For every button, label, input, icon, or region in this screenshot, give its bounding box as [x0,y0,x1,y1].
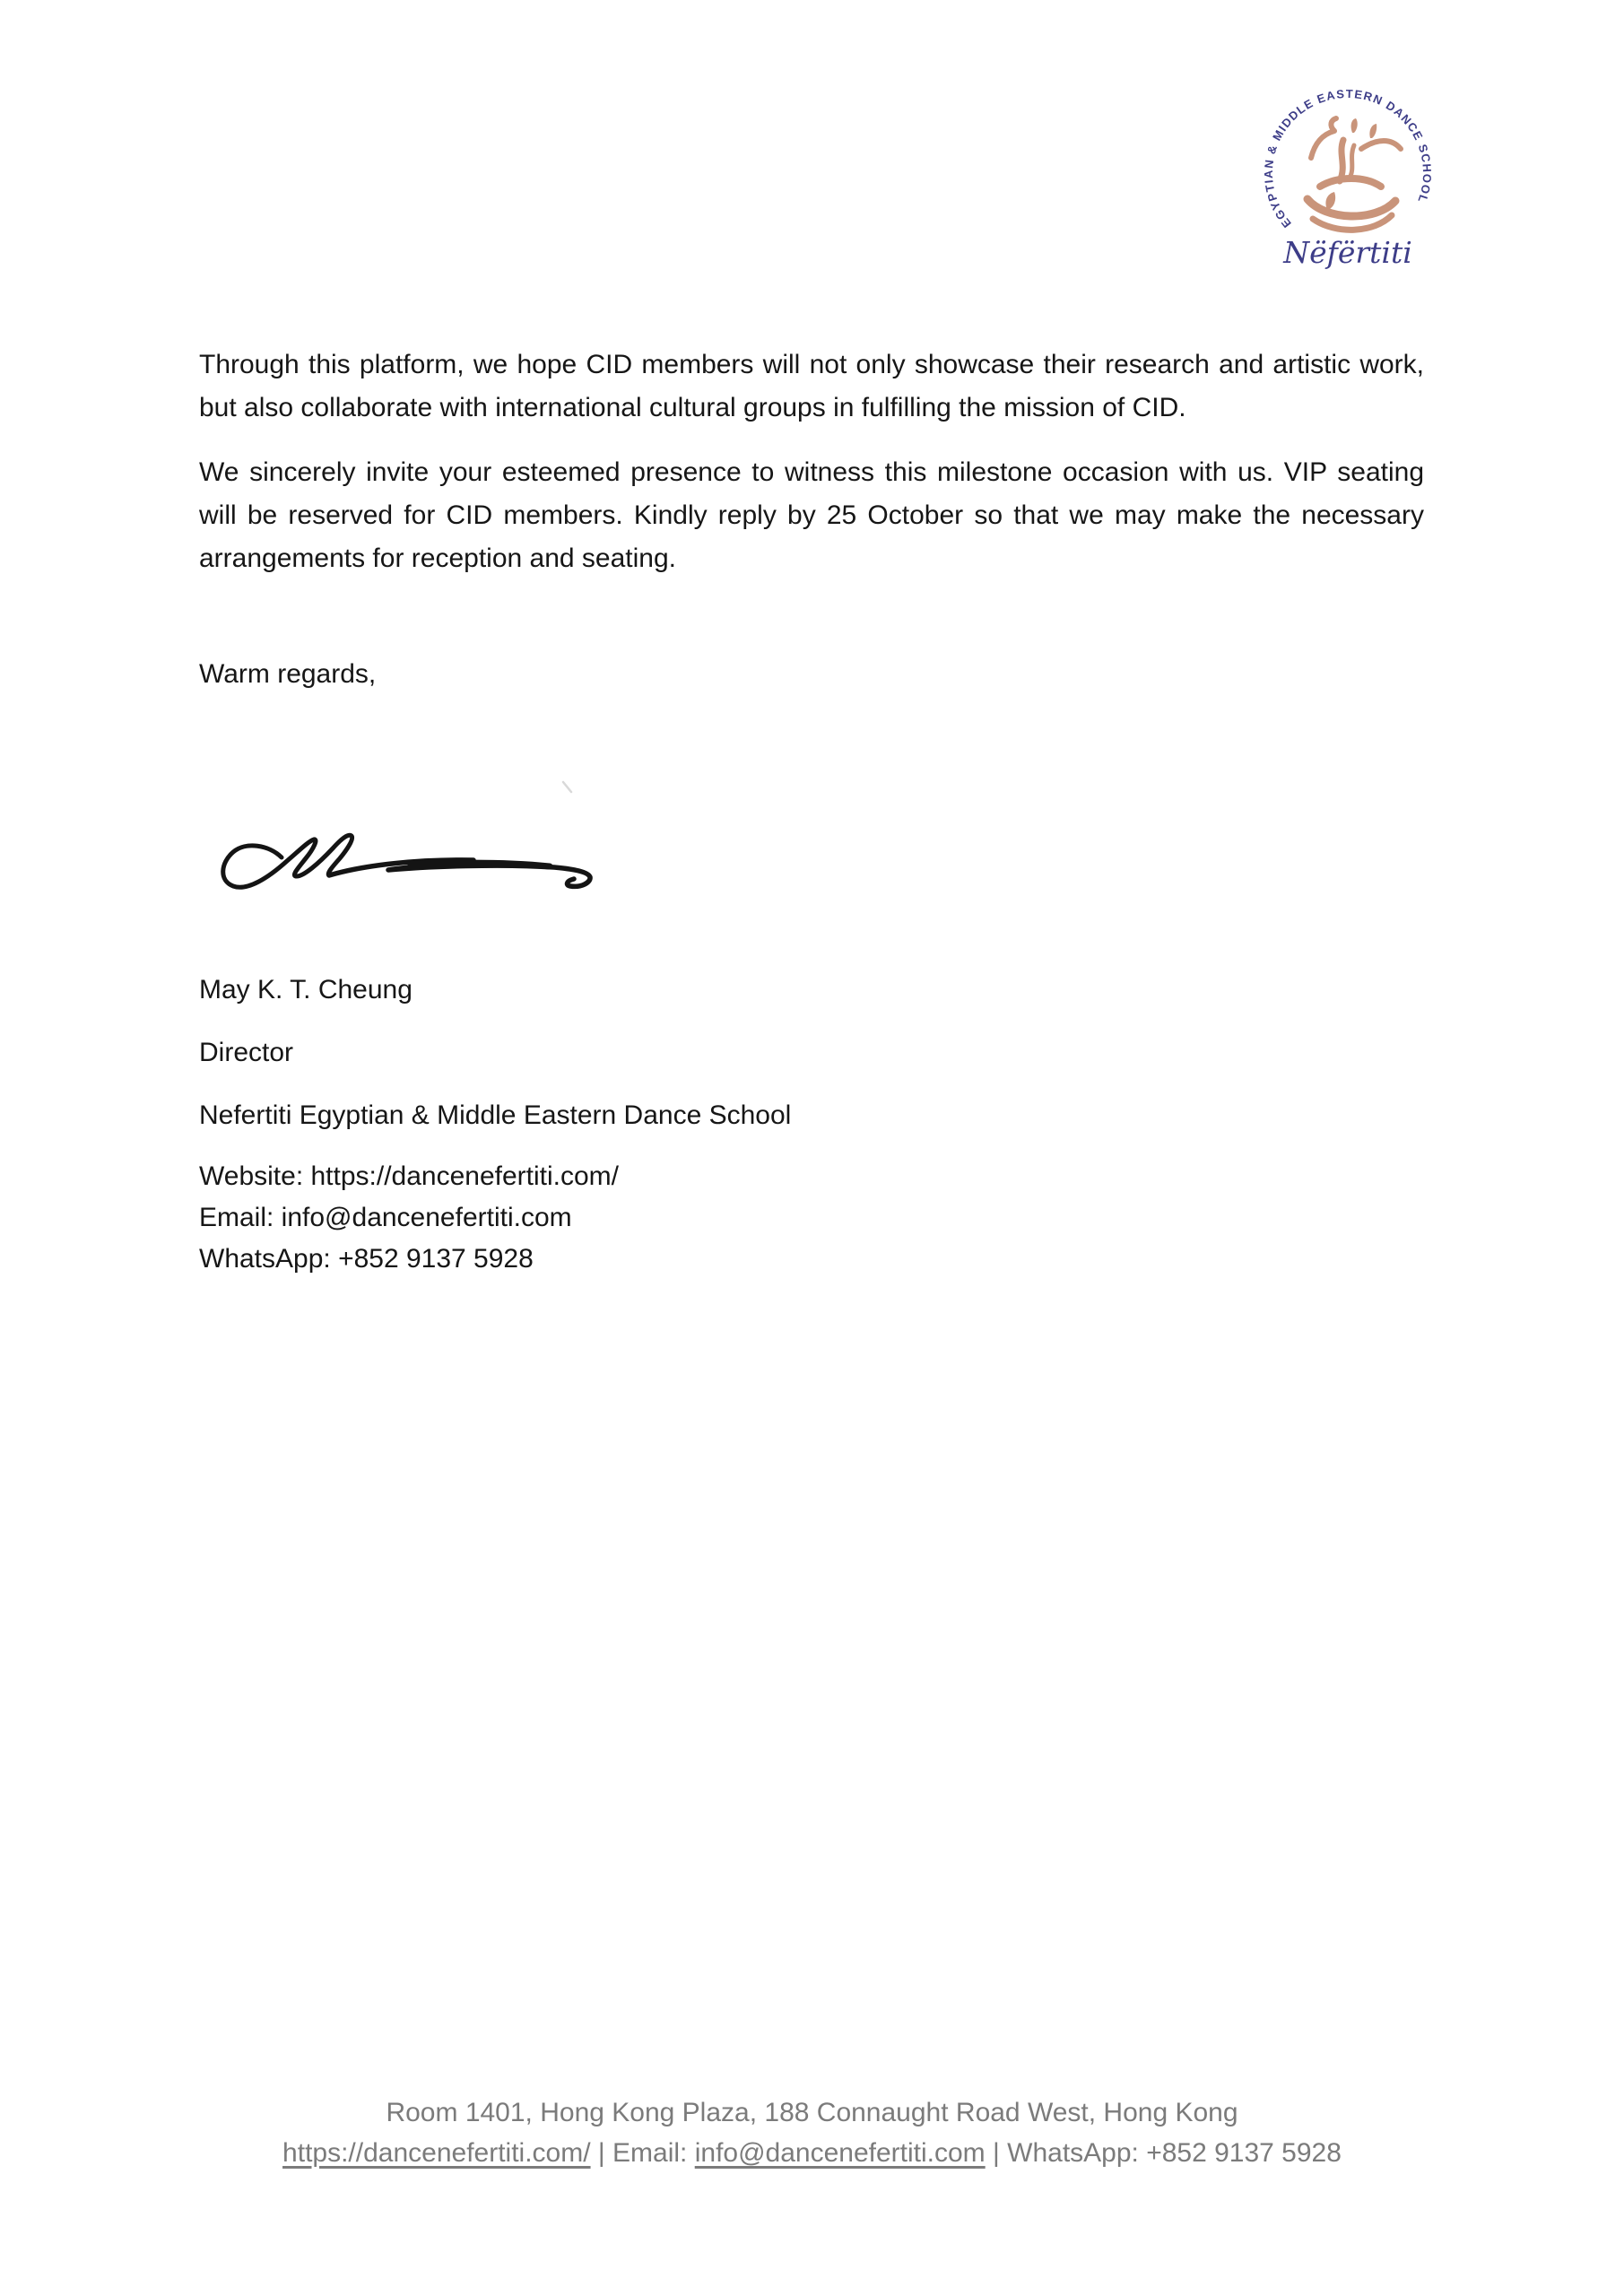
signer-organization: Nefertiti Egyptian & Middle Eastern Dance School [199,1100,792,1130]
contact-email: Email: info@dancenefertiti.com [199,1203,572,1232]
paragraph-platform: Through this platform, we hope CID members will not only showcase their research and artistic work, but also collaborate with international cultural groups in fulfilling the mission of CID. [199,350,1424,422]
school-logo [1254,86,1444,276]
footer-address: Room 1401, Hong Kong Plaza, 188 Connaught Road West, Hong Kong [386,2098,1238,2127]
paragraph-invitation: We sincerely invite your esteemed presence to witness this milestone occasion with us. VIP seating will be reserved for CID members. Kindly reply by 25 October so that we may make the necessary arrangements for reception and seating. [199,457,1424,573]
footer-contact-line [0,2133,1624,2173]
logo-ring-text: EGYPTIAN & MIDDLE EASTERN DANCE SCHOOL [1261,86,1435,230]
signature-svg [204,770,617,904]
footer-email-link[interactable]: info@dancenefertiti.com [694,2138,986,2168]
footer-website-link[interactable]: https://dancenefertiti.com/ [282,2138,591,2168]
school-logo-svg [1254,86,1444,276]
contact-website: Website: https://dancenefertiti.com/ [199,1161,620,1191]
signer-name: May K. T. Cheung [199,975,413,1004]
signer-title: Director [199,1038,294,1067]
signature-image [204,770,617,904]
footer-separator-email: | Email: [590,2138,695,2168]
contact-block [199,1156,619,1280]
page-footer [0,2092,1624,2173]
contact-whatsapp: WhatsApp: +852 9137 5928 [199,1244,534,1274]
dancer-icon [1307,118,1401,230]
logo-wordmark: Nëfërtiti [1283,235,1412,270]
closing-salutation: Warm regards, [199,659,377,689]
footer-separator-whatsapp: | WhatsApp: +852 9137 5928 [985,2138,1342,2168]
